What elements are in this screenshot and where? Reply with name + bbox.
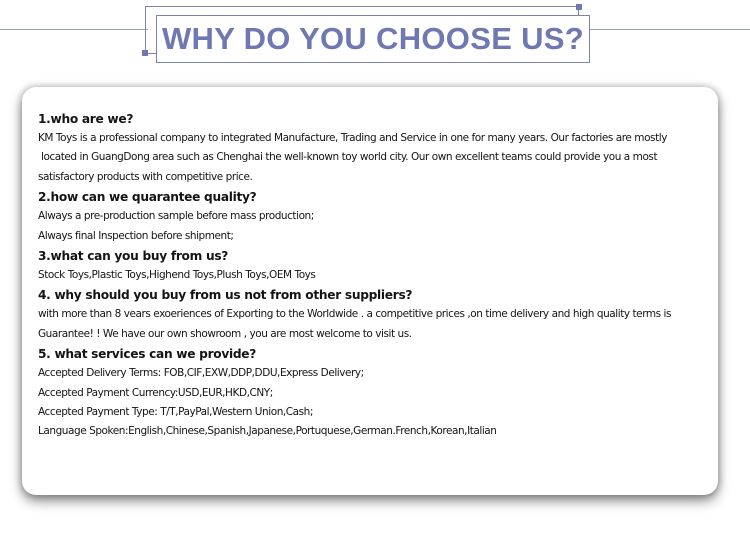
frame-corner-square-icon (576, 4, 582, 10)
section-title-why-us: 4. why should you buy from us not from other suppliers? (38, 288, 413, 303)
page-title: WHY DO YOU CHOOSE US? (162, 21, 584, 56)
header-rule-right (590, 29, 750, 30)
faq-content (38, 109, 708, 442)
frame-corner-square-icon (142, 50, 148, 56)
section-line: Guarantee! ! We have our own showroom , you are most welcome to visit us. (38, 327, 412, 340)
section-line: Accepted Payment Currency:USD,EUR,HKD,CNY; (38, 386, 273, 399)
section-line: Stock Toys,Plastic Toys,Highend Toys,Plush Toys,OEM Toys (38, 268, 316, 281)
section-line: satisfactory products with competitive price. (38, 170, 253, 183)
section-line: with more than 8 vears exoeriences of Exporting to the Worldwide . a competitive prices ,on time delivery and high quality terms is (38, 308, 672, 321)
section-title-services: 5. what services can we provide? (38, 347, 257, 362)
section-line: located in GuangDong area such as Chenghai the well-known toy world city. Our own excellent teams could provide you a most (41, 151, 658, 164)
section-title-quality: 2.how can we quarantee quality? (38, 190, 257, 205)
section-line: KM Toys is a professional company to integrated Manufacture, Trading and Service in one for many years. Our factories are mostly (38, 132, 667, 144)
section-line: Always a pre-production sample before mass production; (38, 210, 314, 223)
section-title-who-are-we: 1.who are we? (38, 112, 134, 126)
header-banner (0, 0, 750, 80)
section-line: Accepted Payment Type: T/T,PayPal,Western Union,Cash; (38, 405, 313, 418)
info-card (22, 87, 718, 495)
section-line: Accepted Delivery Terms: FOB,CIF,EXW,DDP,DDU,Express Delivery; (38, 367, 364, 380)
header-rule-left (0, 29, 148, 30)
section-line: Always final Inspection before shipment; (38, 229, 234, 242)
section-line: Language Spoken:English,Chinese,Spanish,Japanese,Portuquese,German.French,Korean,Italian (38, 425, 497, 438)
section-title-buy: 3.what can you buy from us? (38, 248, 229, 263)
